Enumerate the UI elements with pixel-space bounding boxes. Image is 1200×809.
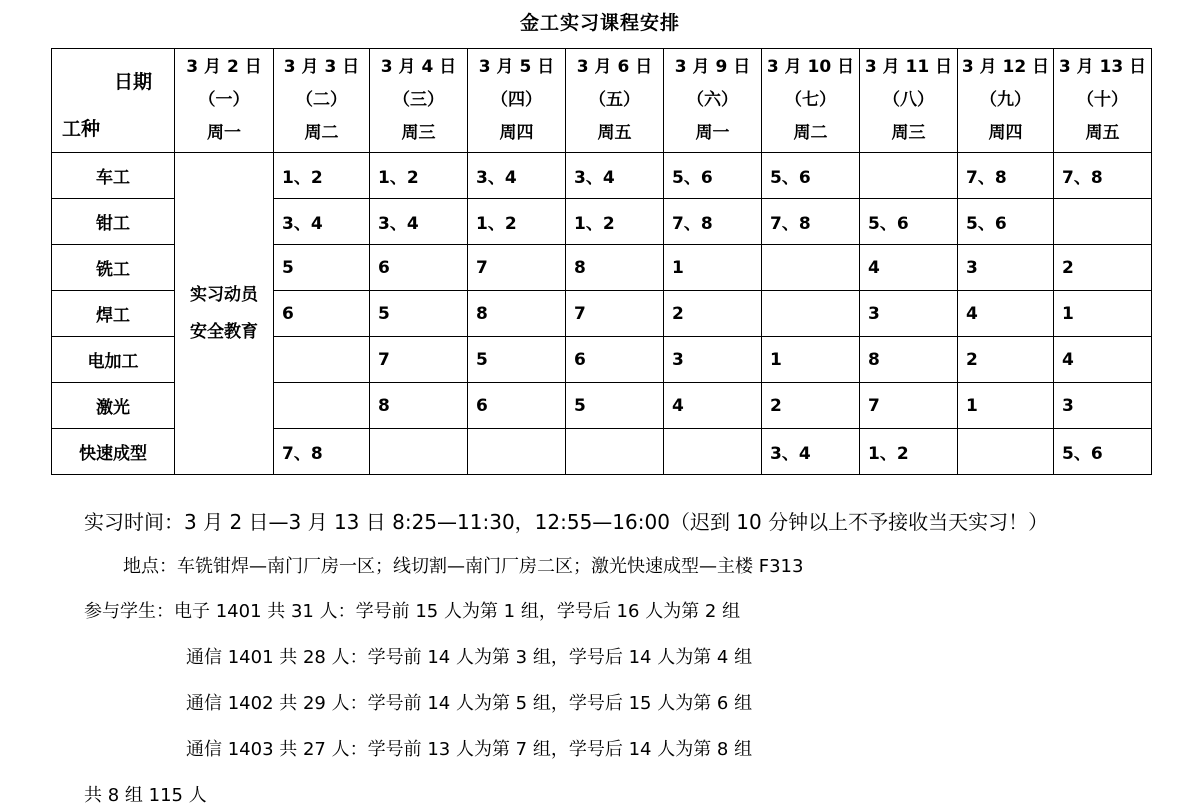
type-header-label: 工种 (62, 118, 101, 140)
group-cell (762, 291, 860, 337)
group-cell: 5、6 (860, 199, 958, 245)
group-cell: 5、6 (1054, 429, 1152, 475)
day-seq: （一） (198, 90, 250, 110)
group-cell: 2 (762, 383, 860, 429)
group-cell (1054, 199, 1152, 245)
day-weekday: 周二 (304, 123, 339, 143)
day-header-3 (370, 49, 468, 153)
table-row (52, 153, 1152, 199)
group-cell: 1、2 (468, 199, 566, 245)
group-cell: 3 (860, 291, 958, 337)
group-cell: 8 (468, 291, 566, 337)
day-weekday: 周四 (499, 123, 534, 143)
day-weekday: 周五 (1085, 123, 1120, 143)
day-header-4 (468, 49, 566, 153)
group-cell: 1、2 (274, 153, 370, 199)
day-weekday: 周五 (597, 123, 632, 143)
group-cell (274, 337, 370, 383)
group-cell: 3 (664, 337, 762, 383)
group-cell (370, 429, 468, 475)
day-date: 3 月 6 日 (576, 57, 653, 77)
students-note-3: 通信 1402 共 29 人：学号前 14 人为第 5 组，学号后 15 人为第 6 组 (186, 693, 753, 714)
work-type-cell: 激光 (52, 383, 175, 429)
group-cell: 5、6 (664, 153, 762, 199)
time-note: 实习时间：3 月 2 日—3 月 13 日 8:25—11:30，12:55—16:00（迟到 10 分钟以上不予接收当天实习！） (84, 510, 1049, 534)
day-date: 3 月 12 日 (961, 57, 1050, 77)
day-weekday: 周三 (891, 123, 926, 143)
total-note: 共 8 组 115 人 (84, 785, 207, 806)
day-seq: （九） (980, 90, 1031, 110)
day-date: 3 月 4 日 (380, 57, 457, 77)
day-date: 3 月 2 日 (186, 57, 262, 77)
day-seq: （十） (1077, 90, 1128, 110)
day-seq: （三） (393, 90, 444, 110)
work-type-cell: 钳工 (52, 199, 175, 245)
students-note-4: 通信 1403 共 27 人：学号前 13 人为第 7 组，学号后 14 人为第 8 组 (186, 739, 753, 760)
group-cell: 6 (274, 291, 370, 337)
day-header-7 (762, 49, 860, 153)
group-cell: 7、8 (664, 199, 762, 245)
orientation-merged-cell (175, 153, 274, 475)
work-type-cell: 电加工 (52, 337, 175, 383)
group-cell: 2 (958, 337, 1054, 383)
group-cell (566, 429, 664, 475)
page-title: 金工实习课程安排 (519, 12, 680, 34)
group-cell: 4 (958, 291, 1054, 337)
orientation-text: 实习动员 (190, 284, 258, 305)
day-seq: （八） (883, 90, 934, 110)
day-header-8 (860, 49, 958, 153)
group-cell: 3、4 (370, 199, 468, 245)
date-header-label: 日期 (114, 71, 153, 93)
day-weekday: 周四 (988, 123, 1023, 143)
day-header-10 (1054, 49, 1152, 153)
header-corner-cell (52, 49, 175, 153)
group-cell: 7、8 (1054, 153, 1152, 199)
group-cell: 4 (1054, 337, 1152, 383)
group-cell: 5 (566, 383, 664, 429)
group-cell (762, 245, 860, 291)
group-cell: 7、8 (274, 429, 370, 475)
group-cell (958, 429, 1054, 475)
group-cell: 2 (664, 291, 762, 337)
group-cell: 4 (664, 383, 762, 429)
day-date: 3 月 13 日 (1058, 57, 1147, 77)
day-date: 3 月 3 日 (283, 57, 360, 77)
group-cell: 5 (274, 245, 370, 291)
group-cell: 5、6 (762, 153, 860, 199)
group-cell: 1 (1054, 291, 1152, 337)
group-cell: 1 (958, 383, 1054, 429)
group-cell: 5 (468, 337, 566, 383)
day-weekday: 周二 (793, 123, 828, 143)
location-note: 地点：车铣钳焊—南门厂房一区；线切割—南门厂房二区；激光快速成型—主楼 F313 (123, 556, 804, 577)
day-seq: （七） (785, 90, 836, 110)
day-seq: （五） (589, 90, 640, 110)
schedule-table (51, 48, 1152, 475)
group-cell: 1 (664, 245, 762, 291)
day-date: 3 月 9 日 (674, 57, 751, 77)
group-cell: 3 (958, 245, 1054, 291)
group-cell: 7 (370, 337, 468, 383)
orientation-text: 安全教育 (190, 321, 258, 342)
day-seq: （六） (687, 90, 738, 110)
day-weekday: 周三 (401, 123, 436, 143)
group-cell: 7 (860, 383, 958, 429)
group-cell: 1 (762, 337, 860, 383)
group-cell (468, 429, 566, 475)
work-type-cell: 焊工 (52, 291, 175, 337)
day-header-6 (664, 49, 762, 153)
work-type-cell: 车工 (52, 153, 175, 199)
day-header-5 (566, 49, 664, 153)
group-cell: 1、2 (860, 429, 958, 475)
day-header-1 (175, 49, 274, 153)
group-cell: 8 (566, 245, 664, 291)
day-seq: （二） (296, 90, 347, 110)
day-weekday: 周一 (207, 123, 241, 143)
students-note-1: 参与学生：电子 1401 共 31 人：学号前 15 人为第 1 组，学号后 16 人为第 2 组 (84, 601, 741, 622)
group-cell: 7、8 (958, 153, 1054, 199)
group-cell: 1、2 (370, 153, 468, 199)
group-cell: 1、2 (566, 199, 664, 245)
group-cell: 3、4 (762, 429, 860, 475)
group-cell: 6 (566, 337, 664, 383)
group-cell: 6 (370, 245, 468, 291)
group-cell (860, 153, 958, 199)
day-weekday: 周一 (695, 123, 730, 143)
group-cell (664, 429, 762, 475)
group-cell: 5、6 (958, 199, 1054, 245)
day-header-9 (958, 49, 1054, 153)
day-seq: （四） (491, 90, 542, 110)
group-cell: 8 (370, 383, 468, 429)
day-date: 3 月 10 日 (766, 57, 855, 77)
students-note-2: 通信 1401 共 28 人：学号前 14 人为第 3 组，学号后 14 人为第 4 组 (186, 647, 753, 668)
group-cell: 3 (1054, 383, 1152, 429)
group-cell: 7 (468, 245, 566, 291)
group-cell: 3、4 (468, 153, 566, 199)
group-cell (274, 383, 370, 429)
group-cell: 3、4 (566, 153, 664, 199)
day-date: 3 月 5 日 (478, 57, 555, 77)
group-cell: 5 (370, 291, 468, 337)
day-header-2 (274, 49, 370, 153)
group-cell: 3、4 (274, 199, 370, 245)
group-cell: 7 (566, 291, 664, 337)
group-cell: 2 (1054, 245, 1152, 291)
header-row (52, 49, 1152, 153)
group-cell: 7、8 (762, 199, 860, 245)
group-cell: 8 (860, 337, 958, 383)
group-cell: 6 (468, 383, 566, 429)
work-type-cell: 快速成型 (52, 429, 175, 475)
group-cell: 4 (860, 245, 958, 291)
day-date: 3 月 11 日 (864, 57, 953, 77)
work-type-cell: 铣工 (52, 245, 175, 291)
